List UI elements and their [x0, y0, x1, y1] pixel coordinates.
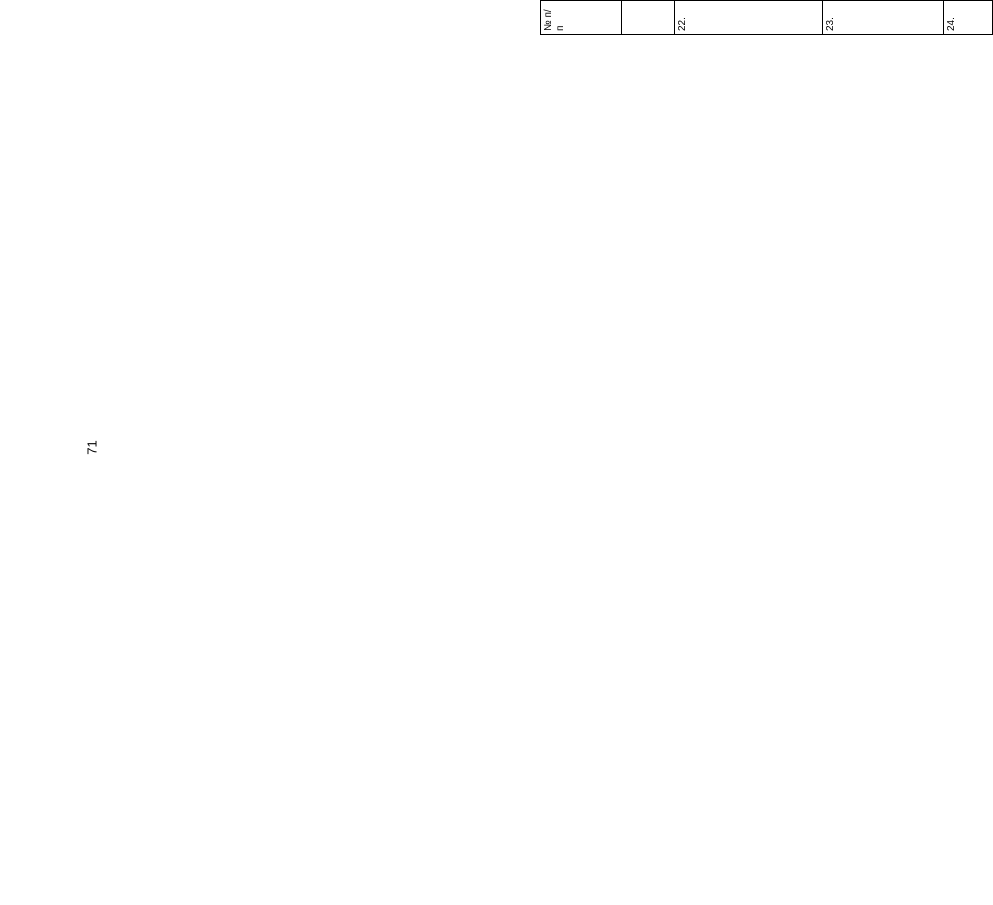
- row-no: 24.: [943, 1, 992, 35]
- table-row: [943, 0, 992, 35]
- funding-table: [540, 0, 993, 35]
- row-task: [621, 0, 674, 1]
- header-task: [541, 0, 622, 1]
- row-task: [943, 0, 992, 1]
- table-row: [675, 0, 732, 35]
- table-row: [621, 0, 674, 35]
- page-number: 71: [84, 440, 100, 455]
- header-no: № п/п: [541, 1, 622, 35]
- row-no: 23.: [822, 1, 943, 35]
- funding-table-container: [540, 0, 993, 35]
- row-task: [822, 0, 943, 1]
- row-no: [621, 1, 674, 35]
- row-no: 22.: [675, 1, 823, 35]
- row-task: [675, 0, 823, 1]
- table-row: [822, 0, 943, 35]
